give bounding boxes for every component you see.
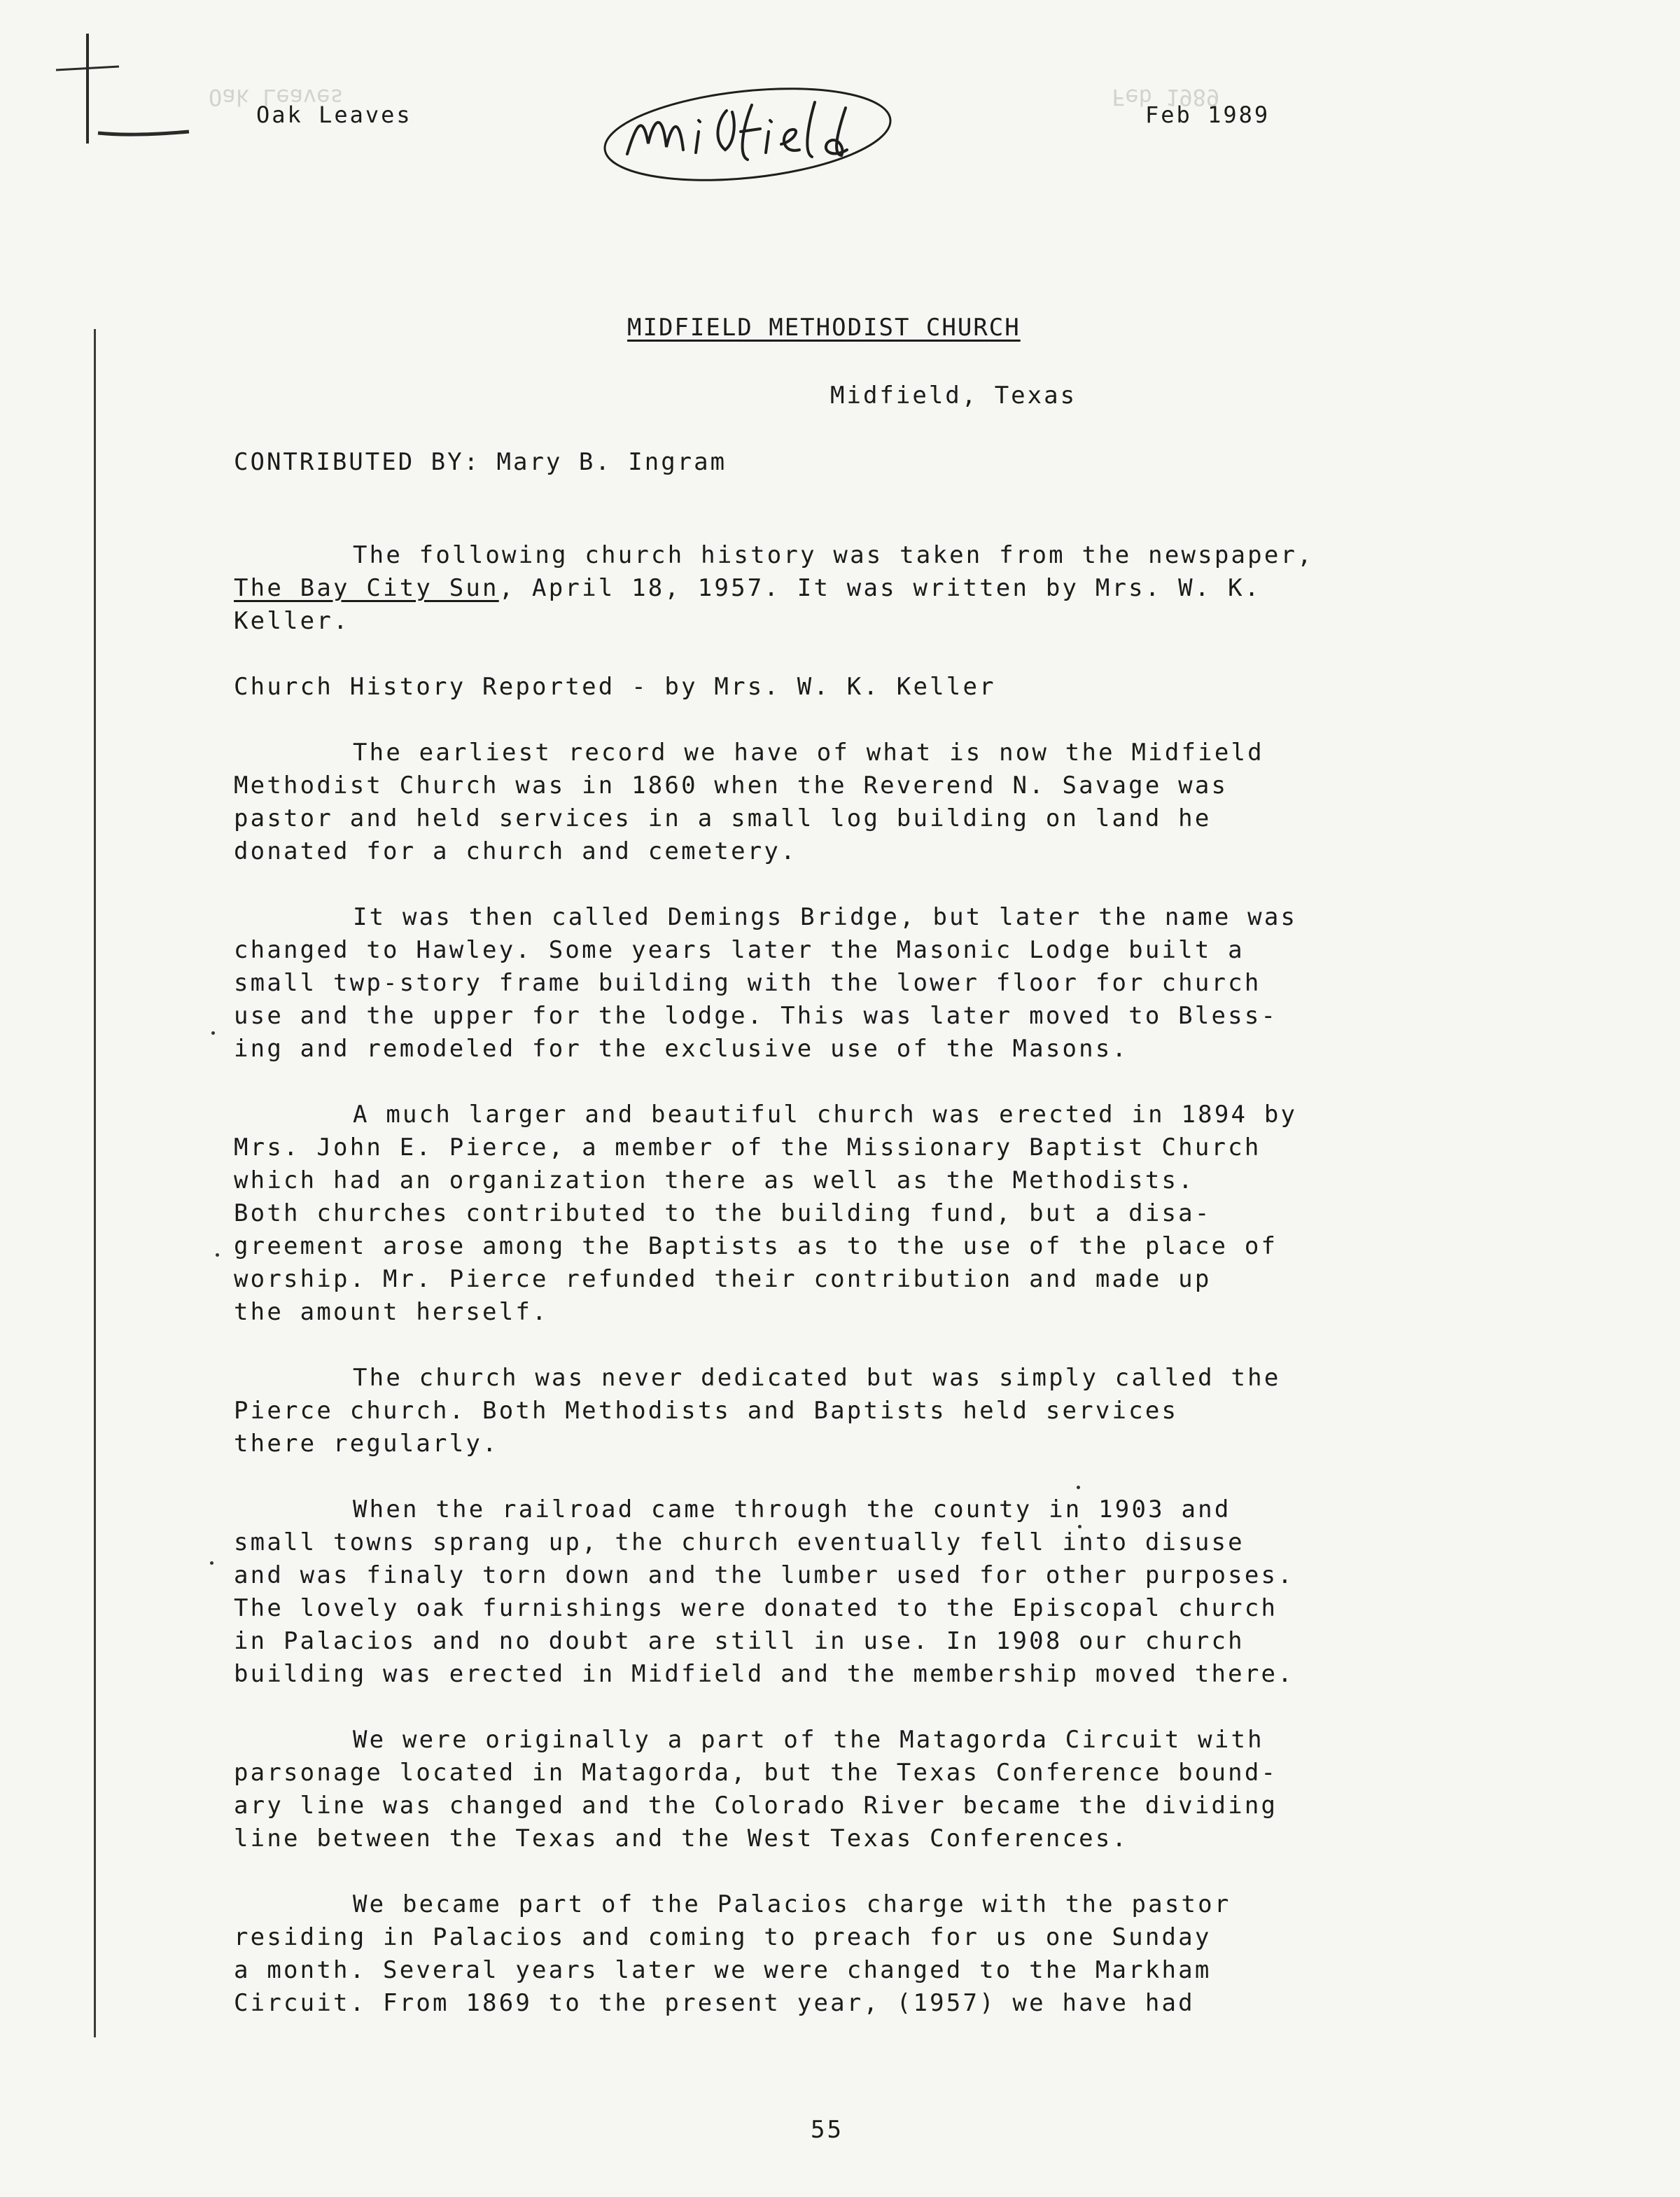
paragraph-line: use and the upper for the lodge. This was later moved to Bless- [234,1002,1278,1030]
history-paragraph [234,737,1564,868]
header-date: Feb 1989 [1145,102,1270,128]
article-title: MIDFIELD METHODIST CHURCH [627,314,1021,342]
paragraph-line: A much larger and beautiful church was erected in 1894 by [353,1101,1298,1129]
intro-line-2-rest: , April 18, 1957. It was written by Mrs. W. K. [498,574,1261,602]
paragraph-line: there regularly. [234,1430,499,1458]
subtitle-text: Church History Reported - by Mrs. W. K. Keller [234,673,996,701]
paragraph-line: line between the Texas and the West Texas Conferences. [234,1825,1129,1853]
paragraph-line: changed to Hawley. Some years later the Masonic Lodge built a [234,936,1245,964]
history-paragraph [234,1362,1564,1460]
bleed-through-header-left: Oak Leaves [209,84,344,111]
page-number: 55 [811,2116,844,2144]
paragraph-line: Methodist Church was in 1860 when the Reverend N. Savage was [234,772,1228,800]
paper-speck [210,1561,214,1565]
history-subtitle [234,671,1564,704]
history-paragraph [234,1098,1564,1329]
history-paragraph [234,1888,1564,2020]
paragraph-line: which had an organization there as well as the Methodists. [234,1166,1195,1194]
paragraph-line: small towns sprang up, the church eventually fell into disuse [234,1528,1245,1556]
handwritten-midfield-signature [594,77,902,189]
paragraph-line: pastor and held services in a small log building on land he [234,804,1212,832]
paragraph-line: a month. Several years later we were changed to the Markham [234,1956,1212,1984]
paragraph-line: and was finaly torn down and the lumber used for other purposes. [234,1561,1294,1589]
paragraph-line: greement arose among the Baptists as to the use of the place of [234,1232,1278,1260]
header-publication: Oak Leaves [256,102,412,128]
paper-speck [1078,1525,1082,1528]
paragraph-line: We became part of the Palacios charge with the pastor [353,1890,1231,1918]
binding-mark-icon [21,28,203,147]
paper-speck [211,1031,215,1035]
contributor-line: CONTRIBUTED BY: Mary B. Ingram [234,448,727,476]
paragraph-line: Pierce church. Both Methodists and Baptists held services [234,1397,1179,1425]
article-location: Midfield, Texas [830,382,1077,410]
paragraph-line: ing and remodeled for the exclusive use of the Masons. [234,1035,1129,1063]
history-paragraphs [234,737,1564,2020]
paragraph-line: in Palacios and no doubt are still in use. In 1908 our church [234,1627,1245,1655]
paragraph-line: donated for a church and cemetery. [234,837,797,865]
intro-line-3: Keller. [234,607,350,635]
bleed-through-header-right: Feb 1989 [1112,84,1220,111]
intro-paragraph [234,539,1564,638]
history-paragraph [234,1724,1564,1855]
paper-speck [1077,1486,1080,1489]
newspaper-name: The Bay City Sun [234,574,499,602]
paragraph-line: the amount herself. [234,1298,549,1326]
paragraph-line: It was then called Demings Bridge, but later the name was [353,903,1298,931]
paragraph-line: The church was never dedicated but was simply called the [353,1364,1281,1392]
paragraph-line: worship. Mr. Pierce refunded their contribution and made up [234,1265,1212,1293]
article-body [234,539,1564,2053]
paragraph-line: The earliest record we have of what is now the Midfield [353,739,1264,767]
paragraph-line: building was erected in Midfield and the membership moved there. [234,1660,1294,1688]
paragraph-line: small twp-story frame building with the lower floor for church [234,969,1261,997]
paper-speck [216,1253,219,1257]
paragraph-line: Both churches contributed to the building fund, but a disa- [234,1199,1212,1227]
paragraph-line: ary line was changed and the Colorado River became the dividing [234,1792,1278,1820]
history-paragraph [234,1493,1564,1691]
paragraph-line: Circuit. From 1869 to the present year, (1957) we have had [234,1989,1195,2017]
left-margin-rule [94,329,96,2037]
paragraph-line: residing in Palacios and coming to preach for us one Sunday [234,1923,1212,1951]
paragraph-line: We were originally a part of the Matagorda Circuit with [353,1726,1264,1754]
paragraph-line: The lovely oak furnishings were donated to the Episcopal church [234,1594,1278,1622]
paragraph-line: parsonage located in Matagorda, but the Texas Conference bound- [234,1759,1278,1787]
paragraph-line: Mrs. John E. Pierce, a member of the Missionary Baptist Church [234,1134,1261,1162]
paragraph-line: When the railroad came through the county in 1903 and [353,1495,1231,1523]
intro-line-1: The following church history was taken from the newspaper, [353,541,1314,569]
intro-line-2 [234,572,1564,605]
history-paragraph [234,901,1564,1066]
